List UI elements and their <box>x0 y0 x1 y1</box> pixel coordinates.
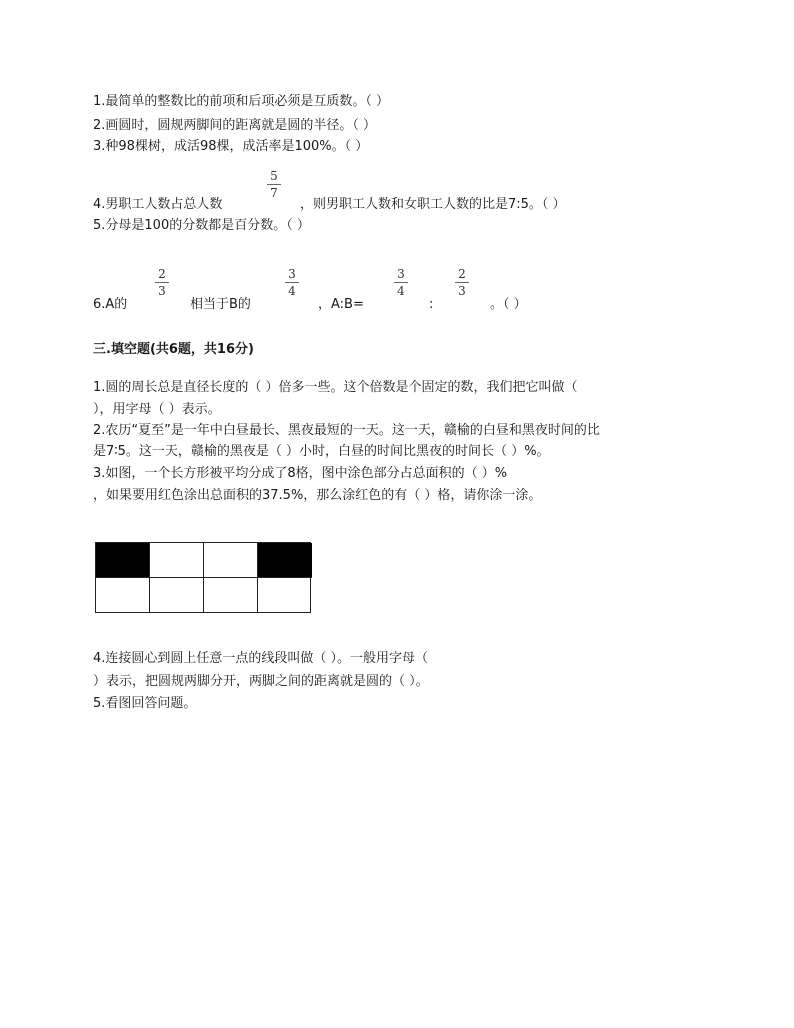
fraction-3-4-first <box>283 268 301 297</box>
judge-question-6-colon: : <box>429 297 434 312</box>
fraction-numerator: 3 <box>288 267 296 281</box>
fill-question-1-line-2: ），用字母（ ）表示。 <box>93 402 221 417</box>
fraction-bar <box>394 282 408 283</box>
fraction-numerator: 2 <box>158 267 166 281</box>
fill-question-2-line-1: 2.农历“夏至”是一年中白昼最长、黑夜最短的一天。这一天，赣榆的白昼和黑夜时间的比 <box>93 423 600 438</box>
grid-cell-blank <box>204 543 258 578</box>
judge-question-1: 1.最简单的整数比的前项和后项必须是互质数。（ ） <box>93 94 390 109</box>
fraction-2-3-second <box>453 268 471 297</box>
fill-question-1-line-1: 1.圆的周长总是直径长度的（ ）倍多一些。这个倍数是个固定的数，我们把它叫做（ <box>93 380 578 395</box>
fraction-denominator: 7 <box>270 186 278 200</box>
judge-question-6-prefix: 6.A的 <box>93 297 128 312</box>
judge-question-3: 3.种98棵树，成活98棵，成活率是100%。（ ） <box>93 139 369 154</box>
grid-cell-blank <box>150 578 204 613</box>
grid-cell-shaded <box>96 543 150 578</box>
fraction-bar <box>285 282 299 283</box>
judge-question-4-suffix: ，则男职工人数和女职工人数的比是7:5。（ ） <box>300 197 566 212</box>
fraction-3-4-second <box>392 268 410 297</box>
grid-cell-blank <box>258 578 312 613</box>
fraction-bar <box>267 184 281 185</box>
fraction-numerator: 5 <box>270 169 278 183</box>
grid-cell-blank <box>204 578 258 613</box>
judge-question-4-prefix: 4.男职工人数占总人数 <box>93 197 223 212</box>
fraction-numerator: 3 <box>397 267 405 281</box>
fraction-denominator: 3 <box>158 284 166 298</box>
judge-question-6-ratio-label: ，A:B= <box>318 297 364 312</box>
rectangle-grid-figure <box>95 542 311 613</box>
fraction-bar <box>155 282 169 283</box>
grid-cell-blank <box>150 543 204 578</box>
judge-question-2: 2.画圆时，圆规两脚间的距离就是圆的半径。（ ） <box>93 118 377 133</box>
judge-question-5: 5.分母是100的分数都是百分数。（ ） <box>93 218 310 233</box>
grid-cell-shaded <box>258 543 312 578</box>
judge-question-6-end: 。（ ） <box>490 297 527 312</box>
fraction-denominator: 3 <box>458 284 466 298</box>
fraction-bar <box>455 282 469 283</box>
section-title: 三.填空题(共6题，共16分) <box>93 342 254 357</box>
fill-question-5: 5.看图回答问题。 <box>93 696 197 711</box>
fraction-2-3-first <box>153 268 171 297</box>
fraction-denominator: 4 <box>397 284 405 298</box>
fill-question-3-line-2: ，如果要用红色涂出总面积的37.5%，那么涂红色的有（ ）格，请你涂一涂。 <box>93 488 542 503</box>
fraction-5-7 <box>265 170 283 199</box>
fraction-numerator: 2 <box>458 267 466 281</box>
fill-question-2-line-2: 是7∶5。这一天，赣榆的黑夜是（ ）小时，白昼的时间比黑夜的时间长（ ）%。 <box>93 444 550 459</box>
grid-cell-blank <box>96 578 150 613</box>
fill-question-3-line-1: 3.如图，一个长方形被平均分成了8格，图中涂色部分占总面积的（ ）% <box>93 466 508 481</box>
fraction-denominator: 4 <box>288 284 296 298</box>
fill-question-4-line-1: 4.连接圆心到圆上任意一点的线段叫做（ ）。一般用字母（ <box>93 651 429 666</box>
judge-question-6-mid: 相当于B的 <box>190 297 251 312</box>
fill-question-4-line-2: ）表示，把圆规两脚分开，两脚之间的距离就是圆的（ ）。 <box>93 674 429 689</box>
